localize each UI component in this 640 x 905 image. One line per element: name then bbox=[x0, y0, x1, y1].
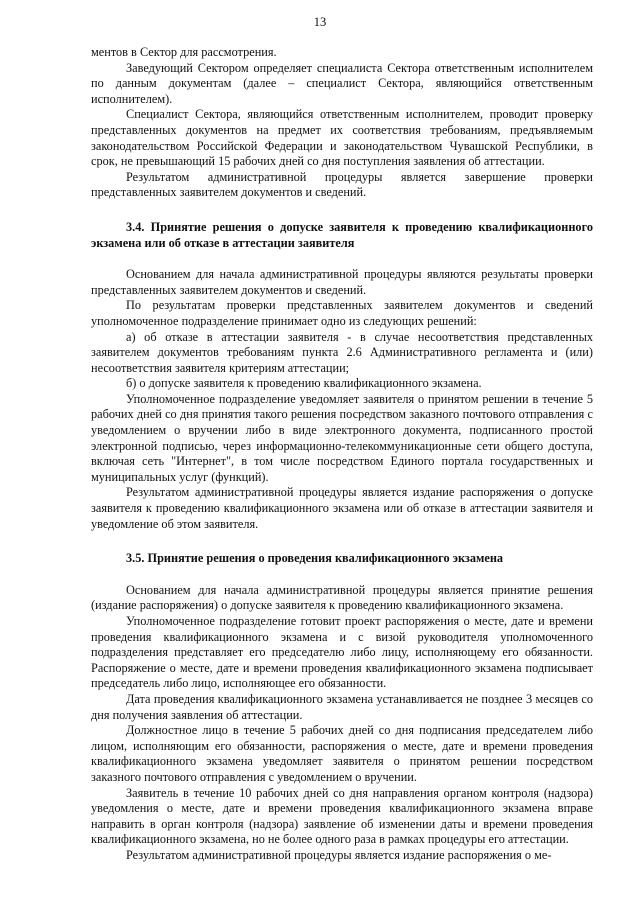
paragraph: ментов в Сектор для рассмотрения. bbox=[91, 45, 277, 59]
section-gap bbox=[91, 532, 593, 551]
section-gap bbox=[91, 201, 593, 220]
paragraph: Заявитель в течение 10 рабочих дней со дня направления органом контроля (надзора) уведомления о месте, дате и времени проведения квалификационного экзамена вправе направить в орган контроля (надзора) заявление об изменении даты и времени проведения квалификационного экзамена, но не более одного раза в рамках процедуры его аттестации. bbox=[91, 785, 593, 847]
paragraph: Уполномоченное подразделение готовит проект распоряжения о месте, дате и времени проведения квалификационного экзамена и с визой руководителя уполномоченного подразделения представляет его председателю либо лицу, исполняющему его обязанности. Распоряжение о месте, дате и времени проведения квалификационного экзамена подписывает председатель либо лицо, исполняющее его обязанности. bbox=[91, 614, 593, 691]
paragraph: По результатам проверки представленных заявителем документов и сведений уполномоченное подразделение принимает одно из следующих решений: bbox=[91, 298, 593, 328]
section-heading: 3.5. Принятие решения о проведения квалификационного экзамена bbox=[126, 551, 504, 566]
paragraph: Специалист Сектора, являющийся ответственным исполнителем, проводит проверку представленных документов на предмет их соответствия требованиям, предъявляемым законодательством Российской Федерации и законодательством Чувашской Республики, в срок, не превышающий 15 рабочих дней со дня поступления заявления об аттестации. bbox=[91, 107, 593, 169]
paragraph: Уполномоченное подразделение уведомляет заявителя о принятом решении в течение 5 рабочих дней со дня принятия такого решения посредством заказного почтового отправления с уведомлением о вручении либо в виде электронного документа, подписанного простой электронной подписью, через информационно-телекоммуникационные сети общего доступа, включая сеть "Интернет", в том числе посредством Единого портала государственных и муниципальных услуг (функций). bbox=[91, 391, 593, 484]
paragraph: Дата проведения квалификационного экзамена устанавливается не позднее 3 месяцев со дня получения заявления об аттестации. bbox=[91, 691, 593, 722]
paragraph: Результатом административной процедуры является издание распоряжения о допуске заявителя к проведению квалификационного экзамена или об отказе в аттестации заявителя и уведомление об этом заявителя. bbox=[91, 485, 593, 531]
document-body bbox=[91, 45, 593, 864]
paragraph: Должностное лицо в течение 5 рабочих дней со дня подписания председателем либо лицом, исполняющим его обязанности, распоряжения о месте, дате и времени проведения квалификационного экзамена уведомляет заявителя о принятом решении посредством заказного почтового отправления с уведомлением о вручении. bbox=[91, 723, 593, 784]
page-number: 13 bbox=[313, 15, 327, 29]
paragraph: а) об отказе в аттестации заявителя - в случае несоответствия представленных заявителем документов требованиям пункта 2.6 Административного регламента и (или) несоответствия заявителя критериям аттестации; bbox=[91, 329, 593, 375]
section-heading: 3.4. Принятие решения о допуске заявителя к проведению квалификационного экзамена или об отказе в аттестации заявителя bbox=[91, 219, 593, 250]
section-gap bbox=[91, 251, 593, 267]
paragraph: Основанием для начала административной процедуры являются результаты проверки представленных заявителем документов и сведений. bbox=[91, 267, 593, 297]
paragraph: Результатом административной процедуры является завершение проверки представленных заявителем документов и сведений. bbox=[91, 169, 593, 200]
section-gap bbox=[91, 567, 593, 583]
paragraph: Основанием для начала административной процедуры является принятие решения (издание распоряжения) о допуске заявителя к проведению квалификационного экзамена. bbox=[91, 582, 593, 613]
paragraph: б) о допуске заявителя к проведению квалификационного экзамена. bbox=[126, 376, 482, 391]
paragraph: Результатом административной процедуры является издание распоряжения о ме- bbox=[126, 847, 552, 862]
paragraph: Заведующий Сектором определяет специалиста Сектора ответственным исполнителем по данным документам (далее – специалист Сектора, являющийся ответственным исполнителем). bbox=[91, 60, 593, 106]
